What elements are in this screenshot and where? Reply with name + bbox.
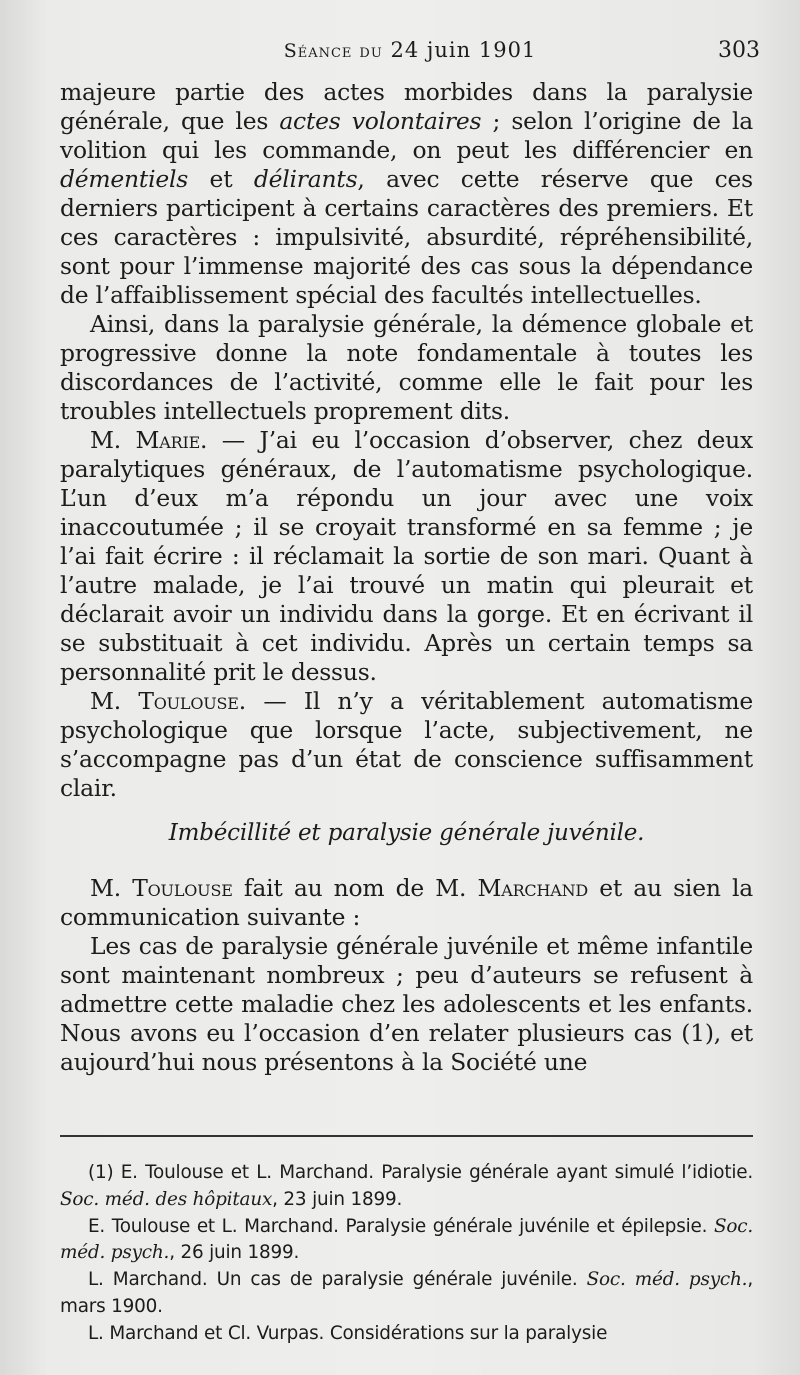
footnote-1: [60, 1160, 753, 1214]
body-text: [60, 78, 753, 1077]
speaker-toulouse: M. Toulouse.: [90, 687, 247, 715]
paragraph-3: [60, 426, 753, 687]
p1-text-4: , avec cette réserve que ces derniers participent à certains caractères des premiers. Et ces caractères : impulsivité, absurdité, répréhensibilité, sont pour l’immense majorité des cas sous la dépendance de l’affaiblissement spécial des facultés intellectuelles.: [60, 165, 753, 309]
section-title: Imbécillité et paralysie générale juvénile.: [168, 820, 645, 846]
footnote-1-tail: , 23 juin 1899.: [272, 1188, 403, 1210]
p3-text: — J’ai eu l’occasion d’observer, chez deux paralytiques généraux, de l’automatisme psychologique. L’un d’eux m’a répondu un jour avec une voix inaccoutumée ; il se croyait transformé en sa femme ; je l’ai fait écrire : il réclamait la sortie de son mari. Quant à l’autre malade, je l’ai trouvé un matin qui pleurait et déclarait avoir un individu dans la gorge. Et en écrivant il se substituait à cet individu. Après un certain temps sa personnalité prit le dessus.: [60, 426, 753, 686]
speaker-marie: M. Marie.: [90, 426, 208, 454]
p1-emphasis-3: délirants: [253, 165, 358, 193]
footnote-4-text: L. Marchand et Cl. Vurpas. Considérations sur la paralysie: [88, 1322, 608, 1344]
p4-text: — Il n’y a véritablement automatisme psychologique que lorsque l’acte, subjectivement, ne s’accompagne pas d’un état de conscience suffisamment clair.: [60, 687, 753, 802]
footnotes: [60, 1160, 753, 1348]
footnote-rule: [60, 1135, 753, 1137]
footnote-2-text: E. Toulouse et L. Marchand. Paralysie générale juvénile et épilepsie.: [88, 1215, 714, 1237]
p5-text-2: et au sien la communication suivante :: [60, 874, 753, 931]
p1-text-2: ; selon l’origine de la volition qui les commande, on peut les différencier en: [60, 107, 753, 164]
footnote-3-tail: , mars 1900.: [60, 1269, 753, 1317]
footnote-2: [60, 1214, 753, 1268]
footnote-3: [60, 1267, 753, 1321]
footnote-4: [60, 1321, 753, 1348]
name-marchand: Marchand: [477, 874, 588, 902]
footnote-2-source: Soc. méd. psych.: [60, 1215, 753, 1264]
speaker-toulouse-2: M. Toulouse: [90, 874, 233, 902]
paragraph-2: Ainsi, dans la paralysie générale, la démence globale et progressive donne la note fondamentale à toutes les discordances de l’activité, comme elle le fait pour les troubles intellectuels proprement dits.: [60, 310, 753, 425]
paragraph-1: [60, 78, 753, 310]
running-head-prefix: Séance du: [283, 40, 383, 62]
page-number: 303: [718, 38, 760, 63]
p1-emphasis-2: démentiels: [60, 165, 189, 193]
running-head: [60, 38, 760, 62]
footnote-1-source: Soc. méd. des hôpitaux: [60, 1188, 273, 1210]
running-head-date: 24 juin 1901: [390, 38, 537, 62]
page-header: [60, 36, 760, 70]
paragraph-5: [60, 874, 753, 932]
paragraph-6: Les cas de paralysie générale juvénile et même infantile sont maintenant nombreux ; peu d’auteurs se refusent à admettre cette maladie chez les adolescents et les enfants. Nous avons eu l’occasion d’en relater plusieurs cas (1), et aujourd’hui nous présentons à la Société une: [60, 932, 753, 1076]
footnote-2-tail: , 26 juin 1899.: [169, 1242, 300, 1264]
footnote-1-text: (1) E. Toulouse et L. Marchand. Paralysie générale ayant simulé l’idiotie.: [88, 1162, 753, 1183]
p1-emphasis-1: actes volontaires: [279, 107, 482, 135]
footnote-3-source: Soc. méd. psych.: [586, 1269, 748, 1291]
p1-text-3: et: [188, 165, 254, 193]
footnote-3-text: L. Marchand. Un cas de paralysie générale juvénile.: [88, 1269, 587, 1291]
paragraph-4: [60, 687, 753, 803]
p1-text-1: majeure partie des actes morbides dans la paralysie générale, que les: [60, 78, 753, 135]
p5-text-1: fait au nom de M.: [232, 874, 478, 902]
